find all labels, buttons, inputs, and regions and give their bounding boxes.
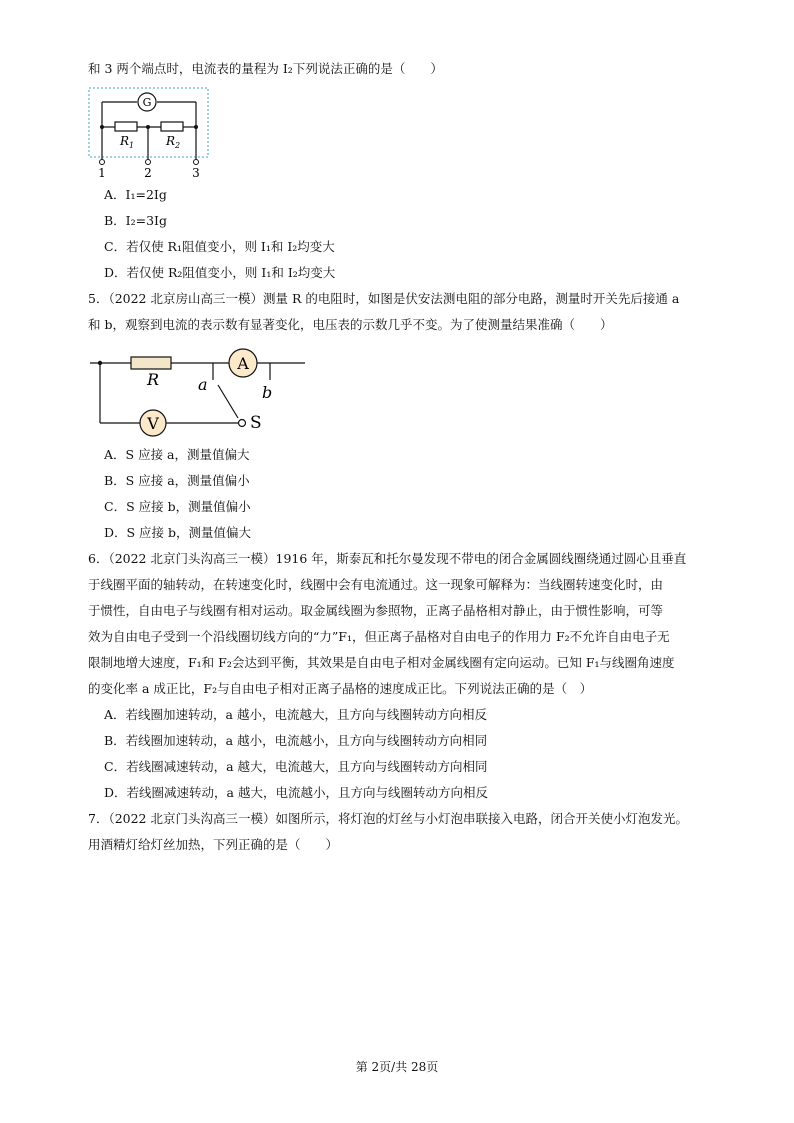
q6-stem-line6: 的变化率 a 成正比，F₂与自由电子相对正离子晶格的速度成正比。下列说法正确的是（ ） <box>88 681 593 696</box>
q7-stem-line2: 用酒精灯给灯丝加热，下列正确的是（ ） <box>88 837 339 852</box>
resistor-r2 <box>161 122 183 131</box>
contact-b-label: b <box>262 383 273 402</box>
voltammeter-circuit-figure <box>90 342 310 438</box>
q5-option-d: D．S 应接 b，测量值偏大 <box>104 525 252 540</box>
resistor-r1 <box>115 122 137 131</box>
q6-stem-line4: 效为自由电子受到一个沿线圈切线方向的“力”F₁，但正离子晶格对自由电子的作用力 F₂不允许自由电子无 <box>88 629 670 644</box>
q6-stem-line5: 限制地增大速度，F₁和 F₂会达到平衡，其效果是自由电子相对金属线圈有定向运动。已知 F₁与线圈角速度 <box>88 655 675 670</box>
q4-option-d: D．若仅使 R₂阻值变小，则 I₁和 I₂均变大 <box>104 265 336 280</box>
q6-option-c: C．若线圈减速转动，a 越大，电流越大，且方向与线圈转动方向相同 <box>104 759 488 774</box>
q6-option-b: B．若线圈加速转动，a 越小，电流越小，且方向与线圈转动方向相同 <box>104 733 488 748</box>
svg-text:R2: $R_2$ <box>166 134 181 150</box>
galvanometer-label: G <box>142 96 152 109</box>
q4-option-b: B．I₂=3Ig <box>104 213 168 228</box>
page-footer: 第 2页/共 28页 <box>355 1060 439 1074</box>
ammeter-label: A <box>237 354 249 373</box>
q6-option-a: A．若线圈加速转动，a 越小，电流越大，且方向与线圈转动方向相反 <box>104 707 487 722</box>
resistor-label: R <box>147 370 160 389</box>
galvanometer-circuit-figure <box>86 86 212 182</box>
q5-option-a: A．S 应接 a，测量值偏大 <box>104 447 250 462</box>
q4-option-c: C．若仅使 R₁阻值变小，则 I₁和 I₂均变大 <box>104 239 335 254</box>
q6-option-d: D．若线圈减速转动，a 越大，电流越小，且方向与线圈转动方向相反 <box>104 785 488 800</box>
q6-stem-line3: 于惯性，自由电子与线圈有相对运动。取金属线圈为参照物，正离子晶格相对静止，由于惯性影响，可等 <box>88 603 664 618</box>
terminal-2: 2 <box>144 166 152 180</box>
svg-text:R1: $R_1$ <box>120 134 135 150</box>
voltmeter-label: V <box>147 414 159 433</box>
q5-stem-line2: 和 b，观察到电流的表示数有显著变化，电压表的示数几乎不变。为了使测量结果准确（ ） <box>88 317 613 332</box>
q7-stem-line1: 7．（2022 北京门头沟高三一模）如图所示，将灯泡的灯丝与小灯泡串联接入电路，闭合开关使小灯泡发光。 <box>88 811 688 826</box>
q5-option-b: B．S 应接 a，测量值偏小 <box>104 473 250 488</box>
q4-option-a: A．I₁=2Ig <box>104 187 167 202</box>
q5-option-c: C．S 应接 b，测量值偏小 <box>104 499 251 514</box>
q6-stem-line2: 于线圈平面的轴转动，在转速变化时，线圈中会有电流通过。这一现象可解释为：当线圈转速变化时，由 <box>88 577 664 592</box>
contact-a-label: a <box>198 375 208 394</box>
terminal-1: 1 <box>98 166 106 180</box>
terminal-3: 3 <box>192 166 200 180</box>
resistor-r <box>131 357 171 369</box>
q6-stem-line1: 6．（2022 北京门头沟高三一模）1916 年，斯泰瓦和托尔曼发现不带电的闭合金属圆线圈绕通过圆心且垂直 <box>88 551 687 566</box>
q4-stem-tail: 和 3 两个端点时，电流表的量程为 I₂下列说法正确的是（ ） <box>88 61 443 76</box>
q5-stem-line1: 5．（2022 北京房山高三一模）测量 R 的电阻时，如图是伏安法测电阻的部分电路，测量时开关先后接通 a <box>88 291 680 306</box>
switch-label: S <box>250 413 262 433</box>
